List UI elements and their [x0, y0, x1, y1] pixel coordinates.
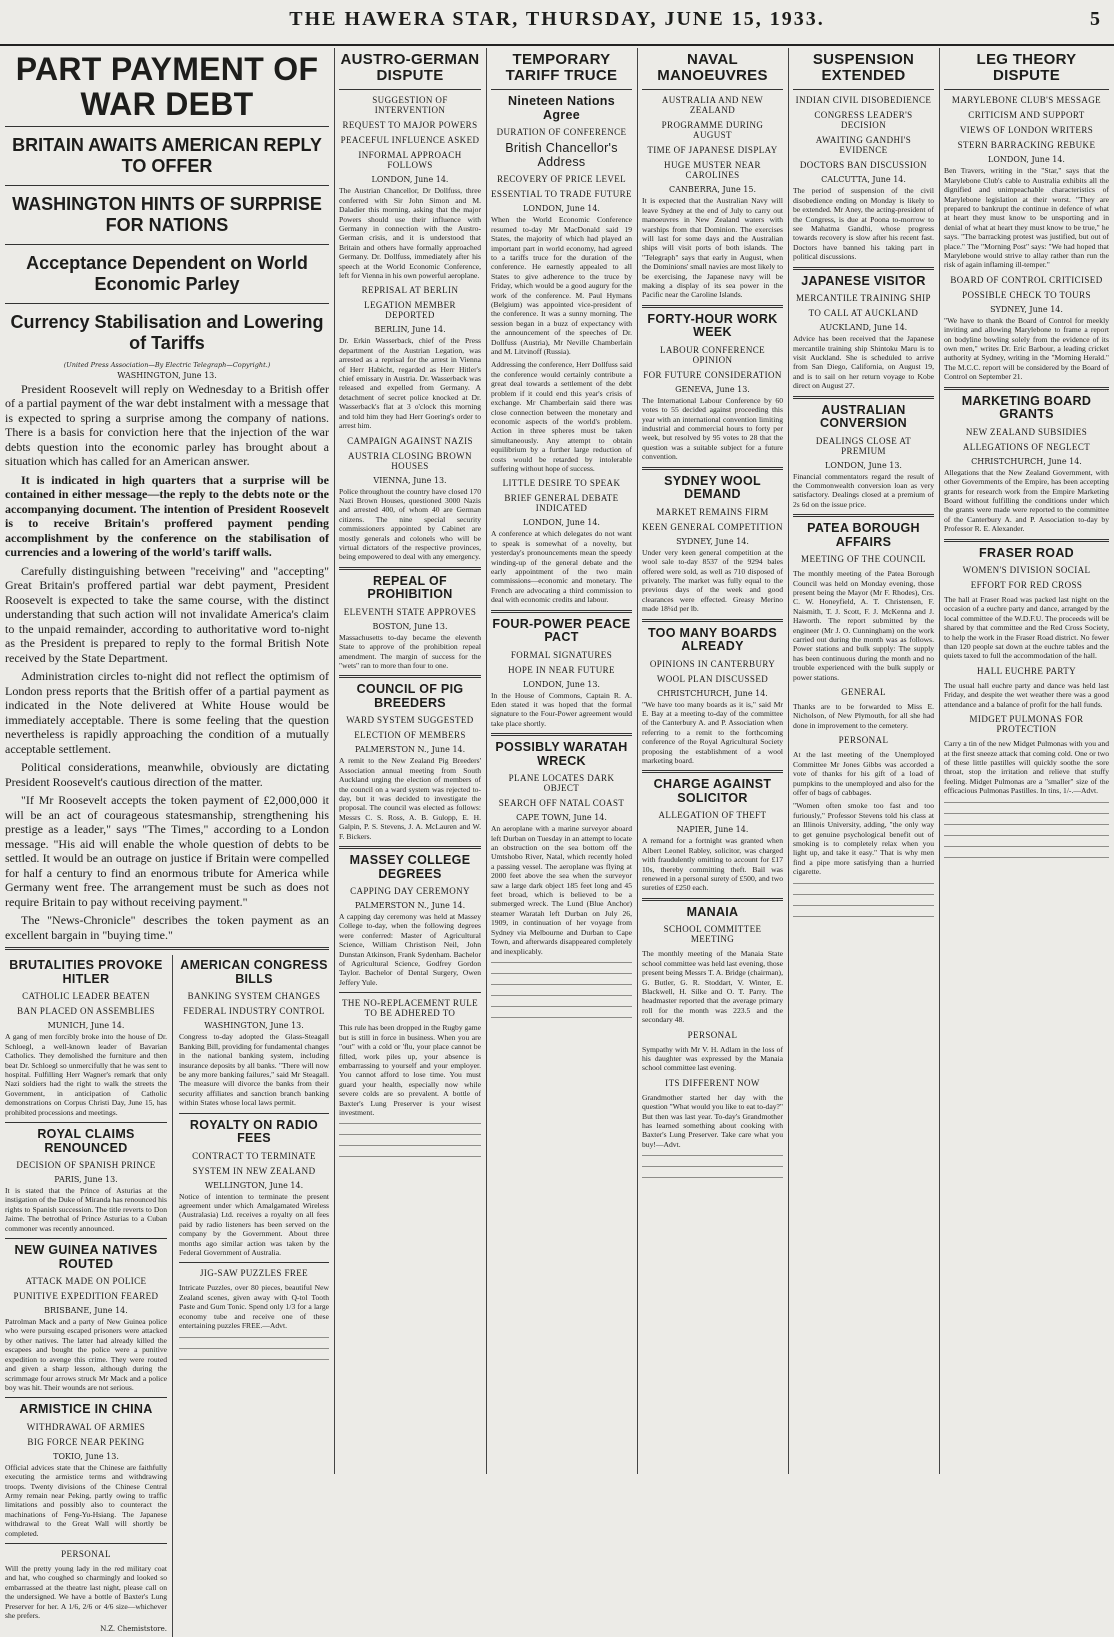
lead-story-column	[0, 48, 334, 1633]
deck: OPINIONS IN CANTERBURY	[649, 658, 776, 669]
deck: SEARCH OFF NATAL COAST	[498, 798, 625, 809]
dateline: LONDON, June 13.	[825, 460, 902, 470]
deck: LEGATION MEMBER DEPORTED	[364, 300, 456, 321]
article-body: Addressing the conference, Herr Dollfuss said the conference would certainly contribute a great deal towards a settlement of the debt problem if it could end this year's crisis of exchange. Mr Chamberlain said there was close connection between the monetary and economic aspects of the world's problem. Action in three spheres must be taken simultaneously. Any attempt to obtain equilibrium by a further large reduction of costs would be retarded by intolerable suffering without hope of success.	[491, 360, 632, 473]
deck: DECISION OF SPANISH PRINCE	[16, 1160, 156, 1171]
article-body: A gang of men forcibly broke into the house of Dr. Schloegl, a well-known leader of Bavarian Catholics. They demolished the furniture and then beat Dr. Schloegl so unmercifully that he was sent to hospital. Fulfilling Herr Wagner's remark that only Nazi soldiers had the right to walk the streets the Government, in anticipation of Catholic demonstrations on Corpus Christi Day, June 15, has prohibited processions and meetings.	[5, 1032, 167, 1117]
lead-deck-3: Acceptance Dependent on World Economic Parley	[26, 253, 308, 295]
dateline: AUCKLAND, June 14.	[819, 323, 908, 333]
article-body: A remand for a fortnight was granted when Albert Leonel Rabley, solicitor, was charged with fraudulently omitting to account for £17 10s, thereby committing theft. Bail was renewed in a personal surety of £500, and two sureties of £250 each.	[642, 836, 783, 893]
article-body: Allegations that the New Zealand Government, with other Governments of the Empire, has been accepting grants for research work from the Empire Marketing Board without fulfilling the conditions under which the grants were made were reported to the committee of the Canterbury A. and P. Association to-day by Professor R. E. Alexander.	[944, 467, 1109, 534]
article-body: A conference at which delegates do not want to speak is somewhat of a novelty, but yesterday's pronouncements mean the speedy winding-up of the general debate and the early appointment of the two main commissions—economic and monetary. The French are advocating a third commission to deal with economic credits and labour.	[491, 529, 632, 605]
deck: THE NO-REPLACEMENT RULE TO BE ADHERED TO	[341, 998, 479, 1019]
lead-paragraph: The "News-Chronicle" describes the token payment as an excellent bargain in "buying time."	[5, 913, 329, 942]
dateline: CANBERRA, June 15.	[668, 185, 757, 195]
subcolumn-left	[5, 955, 173, 1636]
headline-american-congress: AMERICAN CONGRESS BILLS	[180, 958, 328, 986]
headline-waratah-wreck: POSSIBLY WARATAH WRECK	[495, 740, 628, 768]
advertisement-body: Grandmother started her day with the question "What would you like to eat to-day?" But then was last year. To-day's Grandmother has learned something about cooking with Baxter's Lung Preserver. Take care what you buy!—Advt.	[642, 1092, 783, 1149]
deck: GENERAL	[841, 687, 886, 698]
headline-new-guinea: NEW GUINEA NATIVES ROUTED	[14, 1243, 158, 1271]
deck: WARD SYSTEM SUGGESTED	[346, 715, 474, 726]
article-body: Financial commentators regard the result of the Commonwealth conversion loan as very satisfactory. Dealings closed at a premium of 2s 6d on the issue price.	[793, 471, 934, 509]
deck: MERCANTILE TRAINING SHIP	[796, 293, 931, 304]
article-body: A remit to the New Zealand Pig Breeders' Association annual meeting from South Auckland urging the election of members of the council on a ward system was rejected to-day, but it was decided to investigate the proposal. The council was elected as follows: Messrs C. S. Ross, A. B. Gulopp, E. H. Galpin, P. S. Stevens, J. A. McLauren and W. F. Bickers.	[339, 756, 481, 841]
advertiser-signature: N.Z. Chemiststore.	[100, 1624, 167, 1633]
headline-australian-conversion: AUSTRALIAN CONVERSION	[819, 402, 908, 431]
headline-prohibition: REPEAL OF PROHIBITION	[367, 573, 453, 602]
headline-marketing-board: MARKETING BOARD GRANTS	[961, 393, 1092, 422]
deck: ESSENTIAL TO TRADE FUTURE	[491, 189, 632, 200]
headline-massey-college: MASSEY COLLEGE DEGREES	[349, 853, 471, 881]
headline-austro-german: AUSTRO-GERMAN DISPUTE	[340, 51, 480, 85]
deck: BOARD OF CONTROL CRITICISED	[950, 274, 1103, 285]
deck: CAPPING DAY CEREMONY	[350, 886, 470, 897]
headline-patea-borough: PATEA BOROUGH AFFAIRS	[807, 521, 920, 549]
deck: NEW ZEALAND SUBSIDIES	[965, 426, 1088, 437]
lead-deck-4: Currency Stabilisation and Lowering of Tariffs	[10, 312, 324, 354]
article-body: A capping day ceremony was held at Massey College to-day, when the following degrees were conferred: Master of Agricultural Science, William Christison Neil, John Dunstan Atkinson, Frank Sydenham. Bachelor of Agricultural Science, Godfrey Gordon Taylor. Bachelor of Dental Surgery, Owen Jeffery Yule.	[339, 912, 481, 987]
lead-deck-1: BRITAIN AWAITS AMERICAN REPLY TO OFFER	[12, 135, 322, 177]
article-body: The hall at Fraser Road was packed last night on the occasion of a euchre party and dance, arranged by the local committee of the W.D.F.U. The proceeds will be shared by that committee and the Red Cross Society, to help the work in the Fraser Road district. No fewer than 120 people sat down at the euchre tables and the quiets taxed to full the accommodation of the hall.	[944, 595, 1109, 661]
article-body: The period of suspension of the civil disobedience ending on Monday is likely to be extended. Mr Aney, the acting-president of the Congress, is due at Poona to-morrow to see Mahatma Gandhi, whose progress towards recovery is slow after his recent fast. Doctors have banned his taking part in political discussions.	[793, 186, 934, 262]
dateline: WASHINGTON, June 13.	[117, 370, 217, 380]
headline-forty-hour-week: FORTY-HOUR WORK WEEK	[647, 311, 778, 340]
deck: HUGE MUSTER NEAR CAROLINES	[664, 160, 761, 181]
lower-subcolumns	[5, 955, 329, 1636]
headline-leg-theory: LEG THEORY DISPUTE	[976, 51, 1077, 85]
article-body: Sympathy with Mr V. H. Adlam in the loss of his daughter was expressed by the Manaia school committee last evening.	[642, 1044, 783, 1073]
wire-credit: (United Press Association—By Electric Telegraph—Copyright.)	[63, 361, 271, 370]
deck: AUSTRIA CLOSING BROWN HOUSES	[348, 450, 472, 471]
headline-too-many-boards: TOO MANY BOARDS ALREADY	[647, 625, 778, 654]
deck: DOCTORS BAN DISCUSSION	[799, 160, 928, 171]
deck-personal: PERSONAL	[61, 1549, 111, 1560]
deck: PLANE LOCATES DARK OBJECT	[508, 773, 615, 794]
deck: WOMEN'S DIVISION SOCIAL	[962, 565, 1091, 576]
deck: BANKING SYSTEM CHANGES	[187, 991, 321, 1002]
deck: FORMAL SIGNATURES	[510, 649, 613, 660]
dateline: NAPIER, June 14.	[676, 825, 749, 835]
lead-headline: PART PAYMENT OF WAR DEBT	[15, 51, 319, 122]
article-body: It is expected that the Australian Navy will leave Sydney at the end of July to carry out manoeuvres in New Zealand waters with warships from that Dominion. The exercises will last for some days and the Australian ships will visit ports of both islands. The "Telegraph" says that early in August, when the Dominions' small navies are most likely to be exercising, the Japanese navy will be making a display of its sea power in the Pacific near the Caroline Islands.	[642, 196, 783, 300]
headline-armistice: ARMISTICE IN CHINA	[19, 1402, 153, 1417]
deck: KEEN GENERAL COMPETITION	[642, 521, 783, 532]
deck: REPRISAL AT BERLIN	[361, 285, 459, 296]
deck: CRITICISM AND SUPPORT	[968, 110, 1085, 121]
deck: ATTACK MADE ON POLICE	[25, 1276, 147, 1287]
article-body: At the last meeting of the Unemployed Committee Mr Jones Gibbs was accorded a vote of thanks for his gift of a load of pumpkins to the unemployed and also for the offer of bags of cabbages.	[793, 750, 934, 797]
column-5	[788, 48, 939, 1474]
deck: INDIAN CIVIL DISOBEDIENCE	[795, 95, 932, 106]
page-number: 5	[1090, 8, 1100, 30]
headline-manaia: MANAIA	[686, 904, 739, 919]
lead-deck-2: WASHINGTON HINTS OF SURPRISE FOR NATIONS	[12, 194, 322, 236]
deck: AWAITING GANDHI'S EVIDENCE	[815, 135, 912, 156]
dateline: TOKIO, June 13.	[53, 1451, 119, 1461]
deck: PUNITIVE EXPEDITION FEARED	[13, 1291, 159, 1302]
headline-pig-breeders: COUNCIL OF PIG BREEDERS	[356, 682, 464, 710]
headline-japanese-visitor: JAPANESE VISITOR	[801, 273, 926, 288]
article-body: Massachusetts to-day became the eleventh State to approve of the prohibition repeal amendment. The margin of success for the "wets" ran to more than four to one.	[339, 632, 481, 670]
deck: LITTLE DESIRE TO SPEAK	[502, 478, 621, 489]
article-body: The monthly meeting of the Patea Borough Council was held on Monday evening, those present being the Mayor (Mr F. Rhodes), Crs. C. W. Honeyfield, A. T. Christensen, F. Naismith, T. J. Scott, F. J. McKenna and J. Haworth. The report submitted by the engineer (Mr J. O. Cunningham) on the work carried out during the month was as follows. Power stations and bulk supply: The supply has been continuous during the month and no trouble experienced with the bulk supply or power stations.	[793, 569, 934, 682]
dateline: MUNICH, June 14.	[47, 1021, 125, 1031]
headline-sydney-wool: SYDNEY WOOL DEMAND	[664, 473, 761, 502]
headline-naval-manoeuvres: NAVAL MANOEUVRES	[657, 51, 768, 85]
article-body: The usual hall euchre party and dance was held last Friday, and despite the wet weather there was a good attendance and a balance of profit for the hall funds.	[944, 680, 1109, 709]
lead-paragraph: Political considerations, meanwhile, obviously are dictating President Roosevelt's cautious direction of the matter.	[5, 760, 329, 789]
deck-nations-agree: Nineteen Nations Agree	[508, 94, 615, 122]
headline-royal-claims: ROYAL CLAIMS RENOUNCED	[37, 1127, 135, 1155]
deck: HALL EUCHRE PARTY	[976, 665, 1077, 676]
deck: SUGGESTION OF INTERVENTION	[372, 95, 448, 116]
article-body: Official advices state that the Chinese are faithfully executing the armistice terms and withdrawing troops. Twenty divisions of the Chinese Central Army remain near Peking, partly owing to traffic limitations and possibly also to counteract the machinations of Feng-Yu-Hsiang. The Japanese withdrawal to the Great Wall will shortly be completed.	[5, 1462, 167, 1538]
deck: CAMPAIGN AGAINST NAZIS	[347, 435, 473, 446]
article-body: Congress to-day adopted the Glass-Steagall Banking Bill, providing for fundamental changes in the national banking system, including insurance deposits by all banks. "There will now be any more banking failures," said Mr Steagall. The measure will divorce the banks from their security affiliates and sanction branch banking within States whose local laws permit.	[179, 1032, 329, 1108]
dateline: LONDON, June 14.	[523, 518, 600, 528]
deck: CATHOLIC LEADER BEATEN	[22, 991, 150, 1002]
deck: WITHDRAWAL OF ARMIES	[26, 1421, 146, 1432]
deck: FOR FUTURE CONSIDERATION	[643, 369, 782, 380]
article-body: The Austrian Chancellor, Dr Dollfuss, three conferred with Sir John Simon and M. Daladier this morning, asking that the major Powers should use their influence with Germany in connection with the Austro-German crisis, and it is understood that Britain and others have formally approached Germany. Dr. Dollfuss, immediately after his speech at the World Economic Conference, left for Vienna in his own powerful aeroplane.	[339, 186, 481, 281]
dateline: BRISBANE, June 14.	[44, 1306, 128, 1316]
advertisement-body: This rule has been dropped in the Rugby game but is still in force in business. When you are "out" with a cold or 'flu, your place cannot be filled, work piles up, your absence is embarrassing to yourself and your employer. You cannot afford to lose time. You must guard your health, especially now while severe colds are so prevalent. A bottle of Baxter's Lung Preserver is your wisest investment.	[339, 1023, 481, 1117]
headline-solicitor-charge: CHARGE AGAINST SOLICITOR	[653, 777, 772, 805]
deck: MARYLEBONE CLUB'S MESSAGE	[951, 95, 1102, 106]
deck-chancellor: British Chancellor's Address	[505, 141, 618, 169]
masthead-title: THE HAWERA STAR, THURSDAY, JUNE 15, 1933.	[289, 8, 825, 30]
dateline: SYDNEY, June 14.	[990, 304, 1063, 314]
dateline: CALCUTTA, June 14.	[821, 175, 906, 185]
deck: FEDERAL INDUSTRY CONTROL	[183, 1006, 325, 1017]
deck: AUSTRALIA AND NEW ZEALAND	[661, 95, 764, 116]
dateline: CHRISTCHURCH, June 14.	[657, 688, 768, 698]
deck: MEETING OF THE COUNCIL	[801, 554, 926, 565]
deck: MIDGET PULMONAS FOR PROTECTION	[969, 714, 1084, 735]
article-body: "We have too many boards as it is," said Mr E. Bay at a meeting to-day of the committee of the Canterbury A. and P. Association when referring to a remit to the forthcoming conference of the Royal Agricultural Society proposing the establishment of a wool marketing board.	[642, 699, 783, 765]
dateline: LONDON, June 13.	[523, 679, 600, 689]
dateline: BERLIN, June 14.	[374, 325, 446, 335]
column-6	[939, 48, 1114, 1474]
dateline: LONDON, June 14.	[371, 175, 449, 185]
article-body: It is stated that the Prince of Asturias at the instigation of the Duke of Miranda has renounced his rights to Spanish succession. The title reverts to Don Jaime. The betrothal of Prince Asturias to a Cuban commoner was recently announced.	[5, 1186, 167, 1233]
lead-paragraph: It is indicated in high quarters that a surprise will be contained in either message—the reply to the debts note or the accompanying document. The intention of President Roosevelt is to receive Britain's proffered payment pending accomplishment by the conference on the stabilisation of currencies and a lowering of the world's tariff walls.	[5, 472, 329, 560]
deck: SCHOOL COMMITTEE MEETING	[663, 924, 762, 945]
deck: BRIEF GENERAL DEBATE INDICATED	[504, 493, 619, 514]
deck: STERN BARRACKING REBUKE	[957, 140, 1096, 151]
column-4	[637, 48, 788, 1474]
article-body: Dr. Erkin Wasserback, chief of the Press department of the Austrian Legation, was arrested as a reprisal for the arrest in Vienna of Herr Habicht, regarded as Herr Hitler's chief emissary in Austria. Dr. Wasserback was released and expelled from Germany. A detachment of secret police knocked at Dr. Wasserback's flat at 3 o'clock this morning and told him they had Herr Goering's order to arrest him.	[339, 336, 481, 431]
article-body: In the House of Commons, Captain R. A. Eden stated it was hoped that the formal signature to the Four-Power agreement would take place shortly.	[491, 690, 632, 728]
deck: POSSIBLE CHECK TO TOURS	[962, 289, 1091, 300]
deck: TIME OF JAPANESE DISPLAY	[647, 145, 778, 156]
lead-paragraph: President Roosevelt will reply on Wednesday to a British offer of a partial payment of the war debt instalment with a message that is expected to spring a surprise among the company of nations. There is a basis for conviction here that the injection of the war debts question into the economic parley has brought about a situation which has called for an American answer.	[5, 381, 329, 469]
deck: PERSONAL	[687, 1029, 738, 1040]
deck: SYSTEM IN NEW ZEALAND	[192, 1165, 316, 1176]
advertisement-body: Carry a tin of the new Midget Pulmonas with you and at the first sneeze attack that coming cold. One or two of these little pastilles will quickly soothe the sore throat, stop the irritation and relieve that stuffy feeling. Midget Pulmonas are a "smaller" size of the efficacious Pulmonas Pastilles. In tins, 1/-.—Advt.	[944, 739, 1109, 796]
article-body: An aeroplane with a marine surveyor aboard left Durban on Tuesday in an attempt to locate an obstruction on the sea bottom off the Umtshobo River, Natal, which recently holed a passing vessel. The aeroplane was flying at 2000 feet above the sea when the surveyor saw a large dark object 185 feet long and 45 feet broad, which is believed to be a submerged wreck. The Lund (Blue Anchor) steamer Waratah left Durban on July 26, 1909, in continuation of her voyage from Sydney via Melbourne and Durban to Cape Town, and afterwards disappeared completely and inexplicably.	[491, 824, 632, 956]
deck: VIEWS OF LONDON WRITERS	[959, 125, 1094, 136]
dateline: CHRISTCHURCH, June 14.	[971, 456, 1082, 466]
deck: CONTRACT TO TERMINATE	[192, 1150, 316, 1161]
deck: REQUEST TO MAJOR POWERS	[342, 120, 478, 131]
article-body: Patrolman Mack and a party of New Guinea police who were pursuing escaped prisoners were attacked by other natives. The latter had already killed the escapees and bought the police were a punitive expedition to avenge this crime. They were routed and given a sharp lesson, although during the scrimmage four arrows struck Mr Mack and a police boy was hit. Their wounds are not serious.	[5, 1317, 167, 1392]
dateline: PALMERSTON N., June 14.	[354, 745, 466, 755]
headline-fraser-road: FRASER ROAD	[979, 545, 1074, 560]
dateline: LONDON, June 14.	[988, 155, 1065, 165]
deck: ALLEGATION OF THEFT	[658, 810, 767, 821]
dateline: SYDNEY, June 14.	[676, 536, 749, 546]
dateline: BOSTON, June 13.	[372, 621, 448, 631]
dateline: PARIS, June 13.	[54, 1175, 118, 1185]
article-body: Thanks are to be forwarded to Miss E. Nicholson, of New Plymouth, for all she had done in improvement to the cemetery.	[793, 702, 934, 730]
article-body: "We have to thank the Board of Control for meekly inviting and allowing Marylebone to frame a report on bodyline bowling solely from the evidence of its own men," writes Dr. Eric Barbour, a leading cricket authority at Sydney, writing in the "Morning Herald." The M.C.C. report will be considered by the Board of Control on September 21.	[944, 315, 1109, 382]
article-body: Notice of intention to terminate the present agreement under which Amalgamated Wireless (Australasia) Ltd. receives a royalty on all fees paid by radio listeners has been served on the company by the Government. About three months ago similar action was taken by the Federal Government of Australia.	[179, 1191, 329, 1258]
deck: ALLEGATIONS OF NEGLECT	[962, 441, 1091, 452]
advertisement-body: Intricate Puzzles, over 80 pieces, beautiful New Zealand scenes, given away with Q-tol Tooth Paste and Gum Tonic. Spend only 1/3 for a large economy tube and receive one of these entertaining puzzles FREE.—Advt.	[179, 1283, 329, 1331]
dateline: PALMERSTON N., June 14.	[354, 901, 466, 911]
headline-tariff-truce: TEMPORARY TARIFF TRUCE	[505, 51, 618, 85]
headline-brutalities: BRUTALITIES PROVOKE HITLER	[9, 958, 163, 986]
deck: BIG FORCE NEAR PEKING	[27, 1436, 145, 1447]
deck: PROGRAMME DURING AUGUST	[661, 120, 764, 141]
deck: HOPE IN NEAR FUTURE	[508, 664, 615, 675]
headline-suspension-extended: SUSPENSION EXTENDED	[812, 51, 915, 85]
deck: PEACEFUL INFLUENCE ASKED	[340, 135, 480, 146]
dateline: CAPE TOWN, June 14.	[516, 813, 607, 823]
lead-paragraph: Administration circles to-night did not reflect the optimism of London press reports that the British offer of a partial payment as indicated in the Note delivered at White House would be immediately acceptable. There is some feeling that the question nevertheless is rapidly approaching the condition of a mutually acceptable settlement.	[5, 669, 329, 756]
dateline: GENEVA, June 13.	[675, 384, 750, 394]
deck: MARKET REMAINS FIRM	[656, 506, 769, 517]
deck: TO CALL AT AUCKLAND	[808, 308, 919, 319]
deck: JIG-SAW PUZZLES FREE	[199, 1268, 309, 1279]
subcolumn-right	[179, 955, 329, 1636]
dateline: LONDON, June 14.	[523, 204, 600, 214]
deck: DEALINGS CLOSE AT PREMIUM	[815, 435, 912, 456]
headline-royalty-radio: ROYALTY ON RADIO FEES	[189, 1117, 319, 1146]
deck: ELEVENTH STATE APPROVES	[343, 606, 477, 617]
lead-paragraph: Carefully distinguishing between "receiving" and "accepting" Great Britain's proffered partial war debt payment, President Roosevelt is expected to take the same course, with the distinct understanding that such action will not invalidate America's claim to the unpaid remainder, according to authoritative word to-night as the President is prepared to reply to the formal British Note received by the State Department.	[5, 563, 329, 665]
deck: WOOL PLAN DISCUSSED	[656, 673, 769, 684]
advertisement-body: "Women often smoke too fast and too furiously," Professor Stevens told his class at an Illinois University, adding, "the only way to get genuine psychological benefit out of smoking is to completely relax when you light up, and take it easy." That is why men find a pipe more satisfying than a hurried cigarette.	[793, 801, 934, 877]
article-body: Police throughout the country have closed 170 Nazi Brown Houses, questioned 3000 Nazis and arrested 400, of whom 40 are German citizens. The nine special security commissioners appointed by Cabinet are mostly generals and colonels who will be virtual dictators of the respective provinces, being empowered to deal with any emergency.	[339, 486, 481, 562]
dateline: VIENNA, June 13.	[373, 475, 447, 485]
lead-paragraph: "If Mr Roosevelt accepts the token payment of £2,000,000 it will be an act of courageous statesmanship, strengthening his prestige as a leader," says "The Times," according to a London message. "His aid will enable the whole question of debts to be settled. It would be an outrage on justice if Britain were compelled for half a century to find an enormous tribute for America while Germany went free. The arrangement must be such as does not require Britain to pay without receiving payment."	[5, 793, 329, 909]
deck: PERSONAL	[838, 735, 889, 746]
deck: BAN PLACED ON ASSEMBLIES	[17, 1006, 155, 1017]
article-body: Under very keen general competition at the wool sale to-day 8537 of the 9294 bales offered were sold, as well as 710 disposed of privately. The market was fully equal to the previous days of the week and good clearances were effected. Greasy Merino made 18¼d per lb.	[642, 547, 783, 614]
article-body: The monthly meeting of the Manaia State school committee was held last evening, those present being Messrs T. A. Bridge (chairman), G. Butler, G. R. Stoddart, V. Winter, E. Blackwell, H. Silke and O. T. Parry. The headmaster reported that the average primary roll for the month was 223.5 and the secondary 48.	[642, 949, 783, 1025]
deck: DURATION OF CONFERENCE	[496, 127, 627, 138]
advertisement-body: Will the pretty young lady in the red military coat and hat, who coughed so charmingly and looked so embarrassed at the theatre last night, please call on the undersigned. We have a bottle of Baxter's Lung Preserver for her. A 1/6, 2/6 or 4/6 size—whichever she prefers.	[5, 1564, 167, 1621]
article-body: The International Labour Conference by 60 votes to 55 decided against proceeding this year with an international convention limiting industrial and commercial hours to forty per week, but resolved by 95 votes to 28 that the question was a suitable subject for a future convention.	[642, 395, 783, 462]
deck: ELECTION OF MEMBERS	[354, 730, 466, 741]
deck: ITS DIFFERENT NOW	[665, 1077, 760, 1088]
dateline: WELLINGTON, June 14.	[204, 1180, 304, 1190]
deck: EFFORT FOR RED CROSS	[970, 580, 1083, 591]
masthead	[0, 0, 1114, 46]
article-body: Advice has been received that the Japanese mercantile training ship Shintoku Maru is to visit Auckland. She is scheduled to arrive from San Diego, California, on August 19, and is to sail on her return voyage to Kobe direct on August 27.	[793, 334, 934, 391]
headline-four-power-pact: FOUR-POWER PEACE PACT	[492, 616, 631, 645]
deck: INFORMAL APPROACH FOLLOWS	[358, 150, 462, 171]
article-body: When the World Economic Conference resumed to-day Mr MacDonald said 19 States, the majority of which had played an important part in world economy, had agreed to a tariffs truce for the duration of the conference. He earnestly appealed to all States to give adherence to the truce by Friday, which would be a good augury for the work of the conference. M. Paul Hymans (Belgium) was appointed vice-president of the conference. It was a sunny morning. The session began in a buzz of expectancy with the announcement of the speeches of Dr. Dollfuss (Austria), Mr Neville Chamberlain and M. Litvinoff (Russia).	[491, 215, 632, 357]
deck: RECOVERY OF PRICE LEVEL	[496, 174, 627, 185]
article-body: Ben Travers, writing in the "Star," says that the Marylebone Club's cable to Australia exhibits all the dignified and unimpeachable characteristics of Marylebone legislation at their worst. "They are prepared to bankrupt the continue in defence of what at heart they must know to be unsporting and in denial of what at heart they must know to be true," he says. "The barracking protest was justified, but out of place." The "Morning Post" says: "We had hoped that Marylebone would strive to allay rather than run the risk of again inflaming ill-temper."	[944, 166, 1109, 270]
dateline: WASHINGTON, June 13.	[204, 1021, 304, 1031]
column-3	[486, 48, 637, 1474]
column-2	[334, 48, 486, 1474]
deck: CONGRESS LEADER'S DECISION	[814, 110, 913, 131]
deck: LABOUR CONFERENCE OPINION	[659, 344, 766, 365]
